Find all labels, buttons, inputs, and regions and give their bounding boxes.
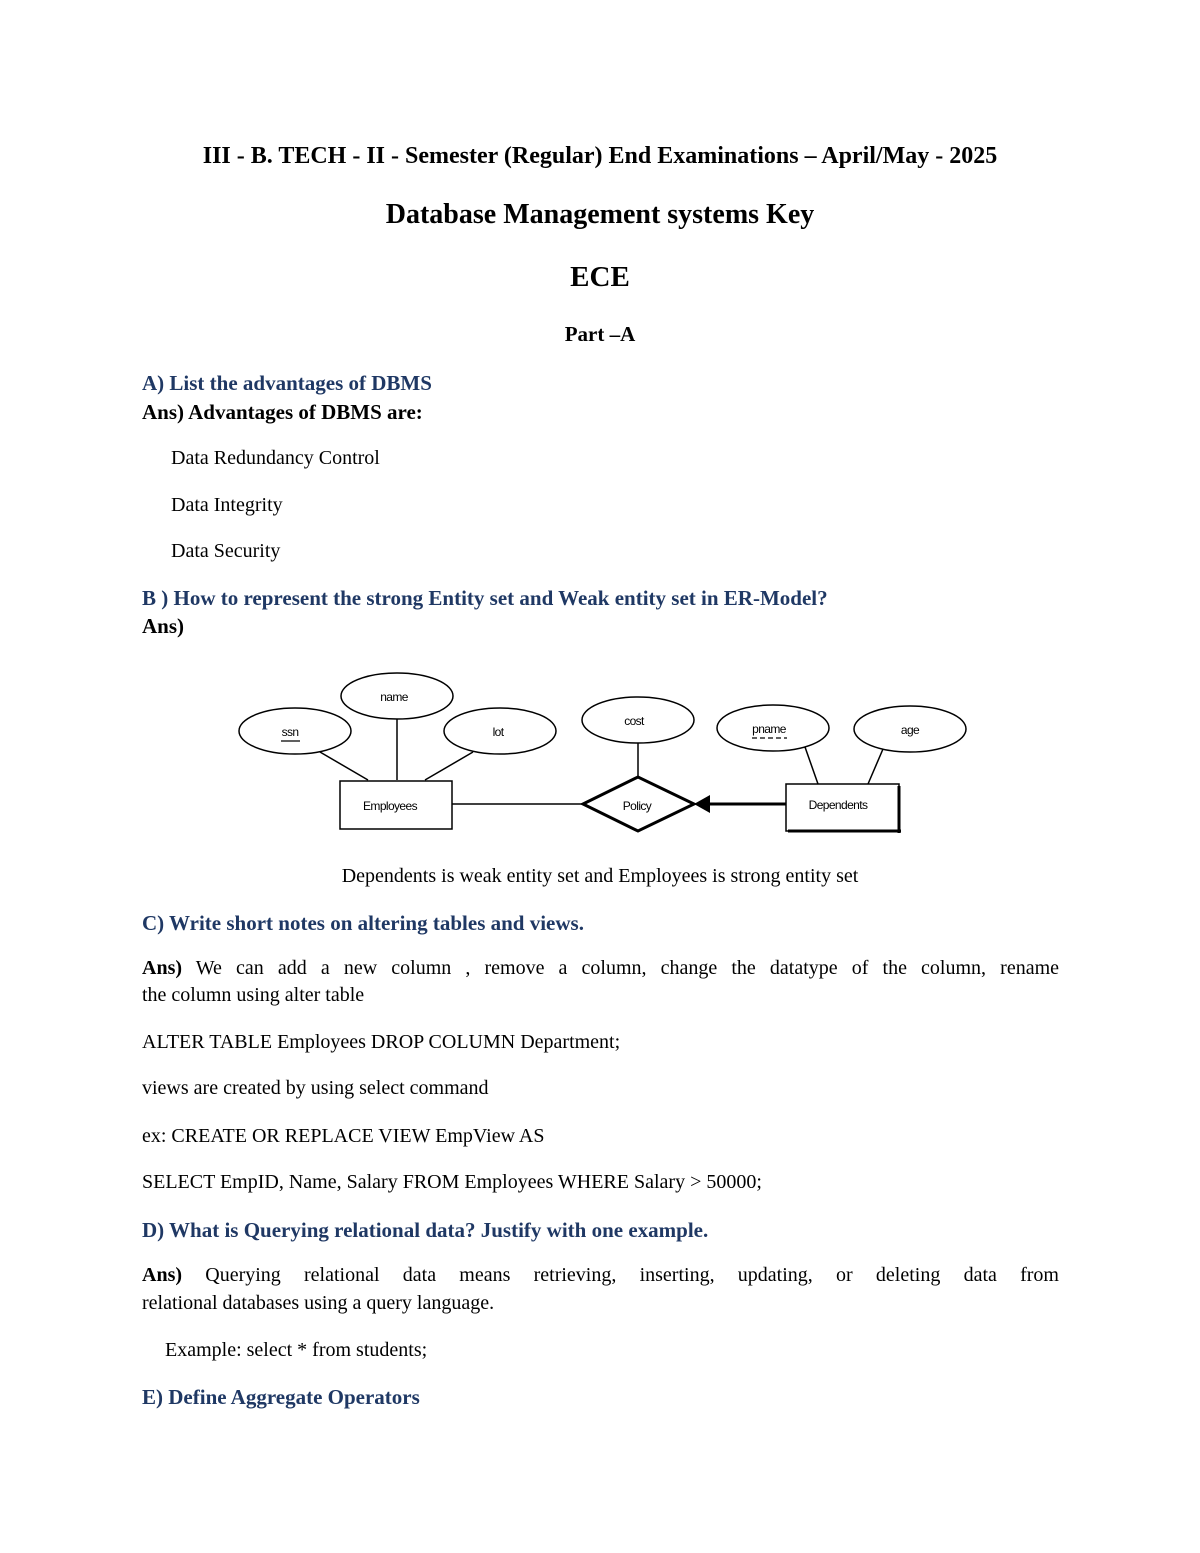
answer-d-line1	[142, 1264, 1059, 1287]
part-heading: Part –A	[564, 322, 636, 346]
answer-d-line2: relational databases using a query language.	[142, 1292, 495, 1314]
question-b: B ) How to represent the strong Entity set and Weak entity set in ER-Model?	[142, 586, 828, 610]
exam-title: III - B. TECH - II - Semester (Regular) End Examinations – April/May - 2025	[202, 143, 998, 169]
view-example: ex: CREATE OR REPLACE VIEW EmpView AS	[142, 1125, 545, 1147]
question-d: D) What is Querying relational data? Justify with one example.	[142, 1218, 709, 1242]
age-connector	[868, 749, 883, 784]
branch-title: ECE	[570, 261, 630, 293]
answer-c-line1	[142, 957, 1059, 980]
attribute-name-label: name	[380, 690, 408, 704]
ssn-connector	[320, 752, 368, 780]
entity-employees-label: Employees	[363, 799, 417, 813]
subject-title: Database Management systems Key	[385, 199, 815, 230]
question-c: C) Write short notes on altering tables and views.	[142, 911, 584, 935]
attribute-age-label: age	[900, 723, 920, 737]
answer-b-head: Ans)	[142, 614, 185, 638]
question-a: A) List the advantages of DBMS	[142, 371, 432, 395]
entity-dependents-label: Dependents	[808, 798, 868, 812]
lot-connector	[425, 752, 473, 780]
answer-c-text: We can add a new column , remove a column, change the datatype of the column, rename	[182, 957, 1059, 979]
answer-a-head: Ans) Advantages of DBMS are:	[142, 400, 423, 424]
list-item: Data Security	[171, 540, 281, 562]
alter-statement: ALTER TABLE Employees DROP COLUMN Department;	[142, 1031, 621, 1053]
answer-c-line2: the column using alter table	[142, 984, 365, 1006]
relationship-policy-label: Policy	[622, 799, 652, 813]
views-note: views are created by using select command	[142, 1077, 489, 1099]
attribute-cost-label: cost	[624, 714, 644, 728]
question-e: E) Define Aggregate Operators	[142, 1385, 420, 1409]
diagram-caption: Dependents is weak entity set and Employees is strong entity set	[341, 865, 859, 887]
query-example: Example: select * from students;	[165, 1339, 428, 1361]
list-item: Data Redundancy Control	[171, 447, 380, 469]
answer-d-text: Querying relational data means retrieving, inserting, updating, or deleting data from	[182, 1264, 1059, 1286]
select-statement: SELECT EmpID, Name, Salary FROM Employees WHERE Salary > 50000;	[142, 1171, 762, 1193]
attribute-pname-label: pname	[752, 722, 786, 736]
list-item: Data Integrity	[171, 494, 283, 516]
attribute-ssn-label: ssn	[281, 725, 299, 739]
ans-label: Ans)	[142, 1264, 183, 1286]
ans-label: Ans)	[142, 957, 183, 979]
arrow-head-icon	[694, 795, 710, 813]
attribute-lot-label: lot	[492, 725, 504, 739]
pname-connector	[805, 747, 818, 784]
